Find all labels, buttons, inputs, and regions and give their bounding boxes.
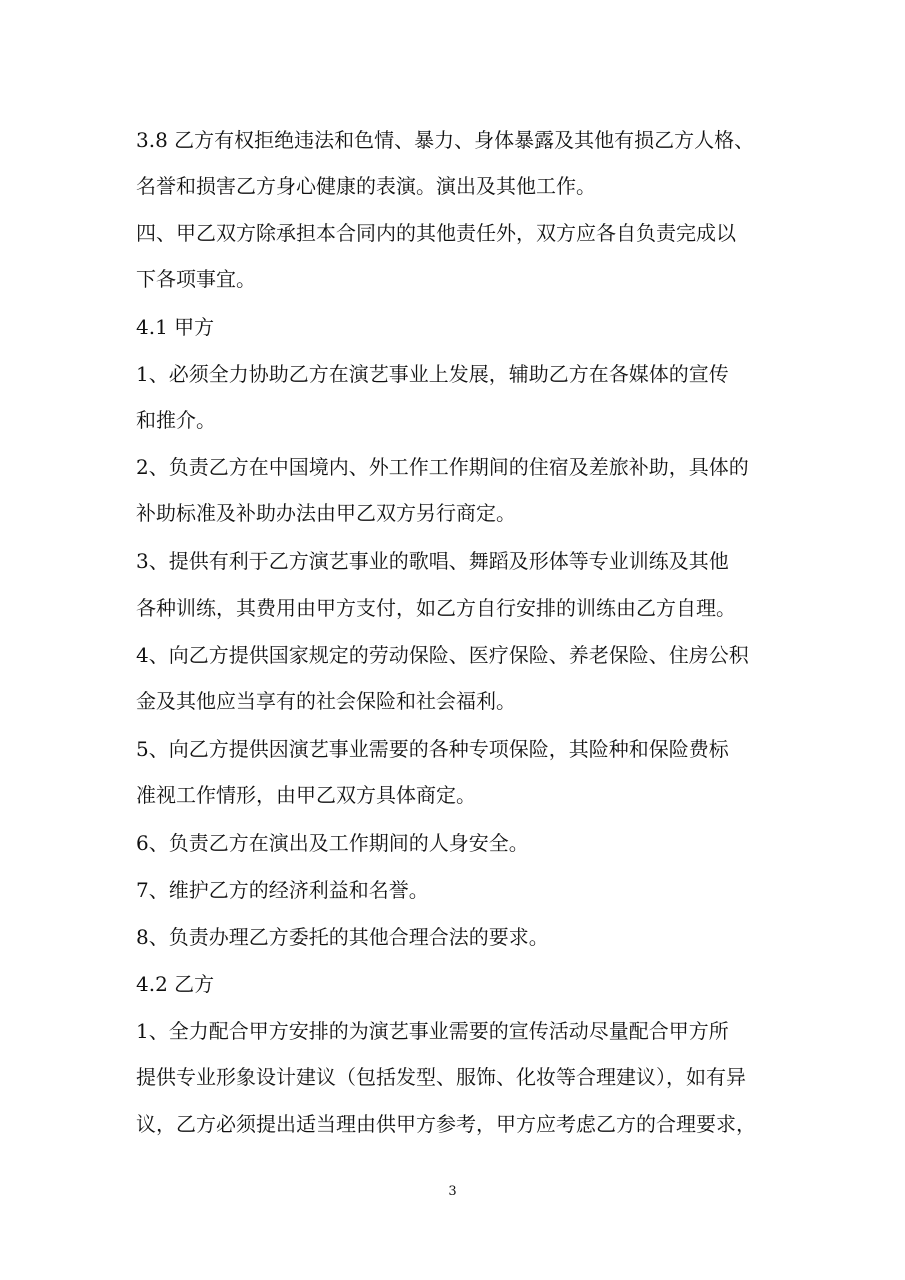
text-line: 下各项事宜。	[136, 267, 256, 291]
text-line: 和推介。	[136, 408, 216, 432]
text-line: 5、向乙方提供因演艺事业需要的各种专项保险，其险种和保险费标	[136, 737, 729, 761]
text-line: 名誉和损害乙方身心健康的表演。演出及其他工作。	[136, 174, 596, 198]
text-line: 3、提供有利于乙方演艺事业的歌唱、舞蹈及形体等专业训练及其他	[136, 549, 729, 573]
text-line: 补助标准及补助办法由甲乙双方另行商定。	[136, 501, 516, 525]
text-line: 4、向乙方提供国家规定的劳动保险、医疗保险、养老保险、住房公积	[136, 643, 749, 667]
text-line: 8、负责办理乙方委托的其他合理合法的要求。	[136, 925, 549, 949]
page-number: 3	[448, 1184, 457, 1199]
text-line: 1、必须全力协助乙方在演艺事业上发展，辅助乙方在各媒体的宣传	[136, 362, 729, 386]
text-line: 金及其他应当享有的社会保险和社会福利。	[136, 689, 516, 713]
text-line: 提供专业形象设计建议（包括发型、服饰、化妆等合理建议），如有异	[136, 1065, 746, 1089]
text-line: 2、负责乙方在中国境内、外工作工作期间的住宿及差旅补助，具体的	[136, 455, 749, 479]
text-line: 7、维护乙方的经济利益和名誉。	[136, 878, 429, 902]
text-line: 各种训练，其费用由甲方支付，如乙方自行安排的训练由乙方自理。	[136, 596, 736, 620]
text-line: 四、甲乙双方除承担本合同内的其他责任外，双方应各自负责完成以	[136, 221, 736, 245]
section-heading: 4.1 甲方	[136, 315, 215, 339]
section-heading: 4.2 乙方	[136, 972, 215, 996]
text-line: 1、全力配合甲方安排的为演艺事业需要的宣传活动尽量配合甲方所	[136, 1019, 729, 1043]
text-line: 议，乙方必须提出适当理由供甲方参考，甲方应考虑乙方的合理要求，	[136, 1112, 756, 1136]
text-line: 3.8 乙方有权拒绝违法和色情、暴力、身体暴露及其他有损乙方人格、	[136, 128, 755, 152]
text-line: 准视工作情形，由甲乙双方具体商定。	[136, 783, 476, 807]
text-line: 6、负责乙方在演出及工作期间的人身安全。	[136, 831, 529, 855]
